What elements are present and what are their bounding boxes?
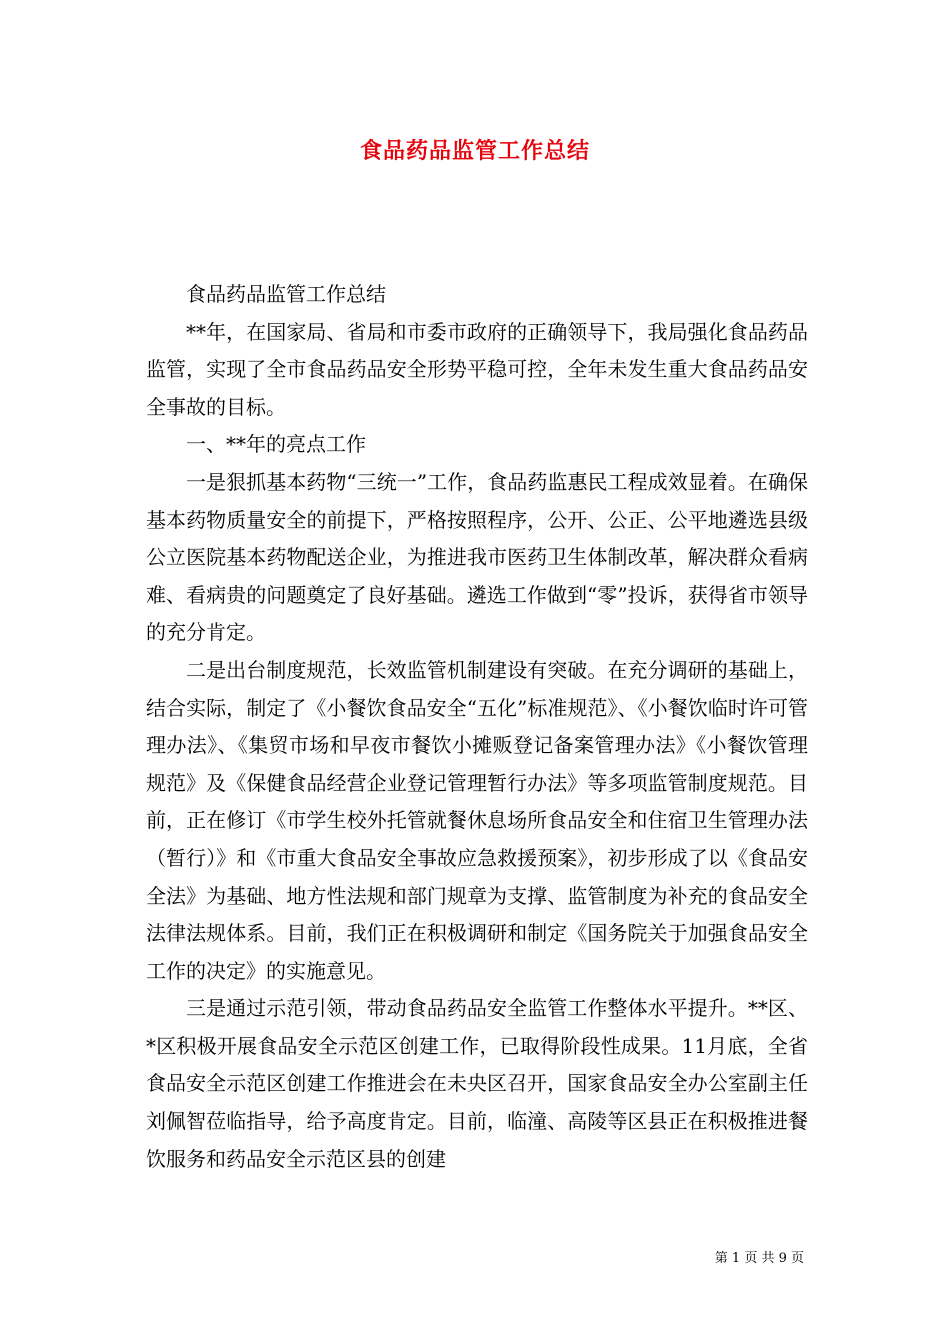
paragraph-heading: 食品药品监管工作总结: [186, 282, 386, 306]
paragraph-point-one: 一是狠抓基本药物“三统一”工作，食品药监惠民工程成效显着。在确保基本药物质量安全的前提下，严格按照程序，公开、公正、公平地遴选县级公立医院基本药物配送企业，为推进我市医药卫生体制改革，解决群众看病难、看病贵的问题奠定了良好基础。遴选工作做到“零”投诉，获得省市领导的充分肯定。: [146, 469, 808, 645]
paragraph-point-two: 二是出台制度规范，长效监管机制建设有突破。在充分调研的基础上，结合实际，制定了《小餐饮食品安全“五化”标准规范》、《小餐饮临时许可管理办法》、《集贸市场和早夜市餐饮小摊贩登记备案管理办法》《小餐饮管理规范》及《保健食品经营企业登记管理暂行办法》等多项监管制度规范。目前，正在修订《市学生校外托管就餐休息场所食品安全和住宿卫生管理办法（暂行）》和《市重大食品安全事故应急救援预案》，初步形成了以《食品安全法》为基础、地方性法规和部门规章为支撑、监管制度为补充的食品安全法律法规体系。目前，我们正在积极调研和制定《国务院关于加强食品安全工作的决定》的实施意见。: [146, 657, 808, 983]
section-heading: 一、**年的亮点工作: [186, 432, 366, 457]
page-number: 第 1 页 共 9 页: [714, 1251, 804, 1266]
document-body: [146, 276, 808, 1178]
paragraph-intro: **年，在国家局、省局和市委市政府的正确领导下，我局强化食品药品监管，实现了全市食品药品安全形势平稳可控，全年未发生重大食品药品安全事故的目标。: [146, 319, 808, 419]
paragraph-point-three: 三是通过示范引领，带动食品药品安全监管工作整体水平提升。**区、*区积极开展食品安全示范区创建工作，已取得阶段性成果。11月底，全省食品安全示范区创建工作推进会在未央区召开，国家食品安全办公室副主任刘佩智莅临指导，给予高度肯定。目前，临潼、高陵等区县正在积极推进餐饮服务和药品安全示范区县的创建: [146, 996, 808, 1171]
document-title: 食品药品监管工作总结: [359, 138, 590, 164]
